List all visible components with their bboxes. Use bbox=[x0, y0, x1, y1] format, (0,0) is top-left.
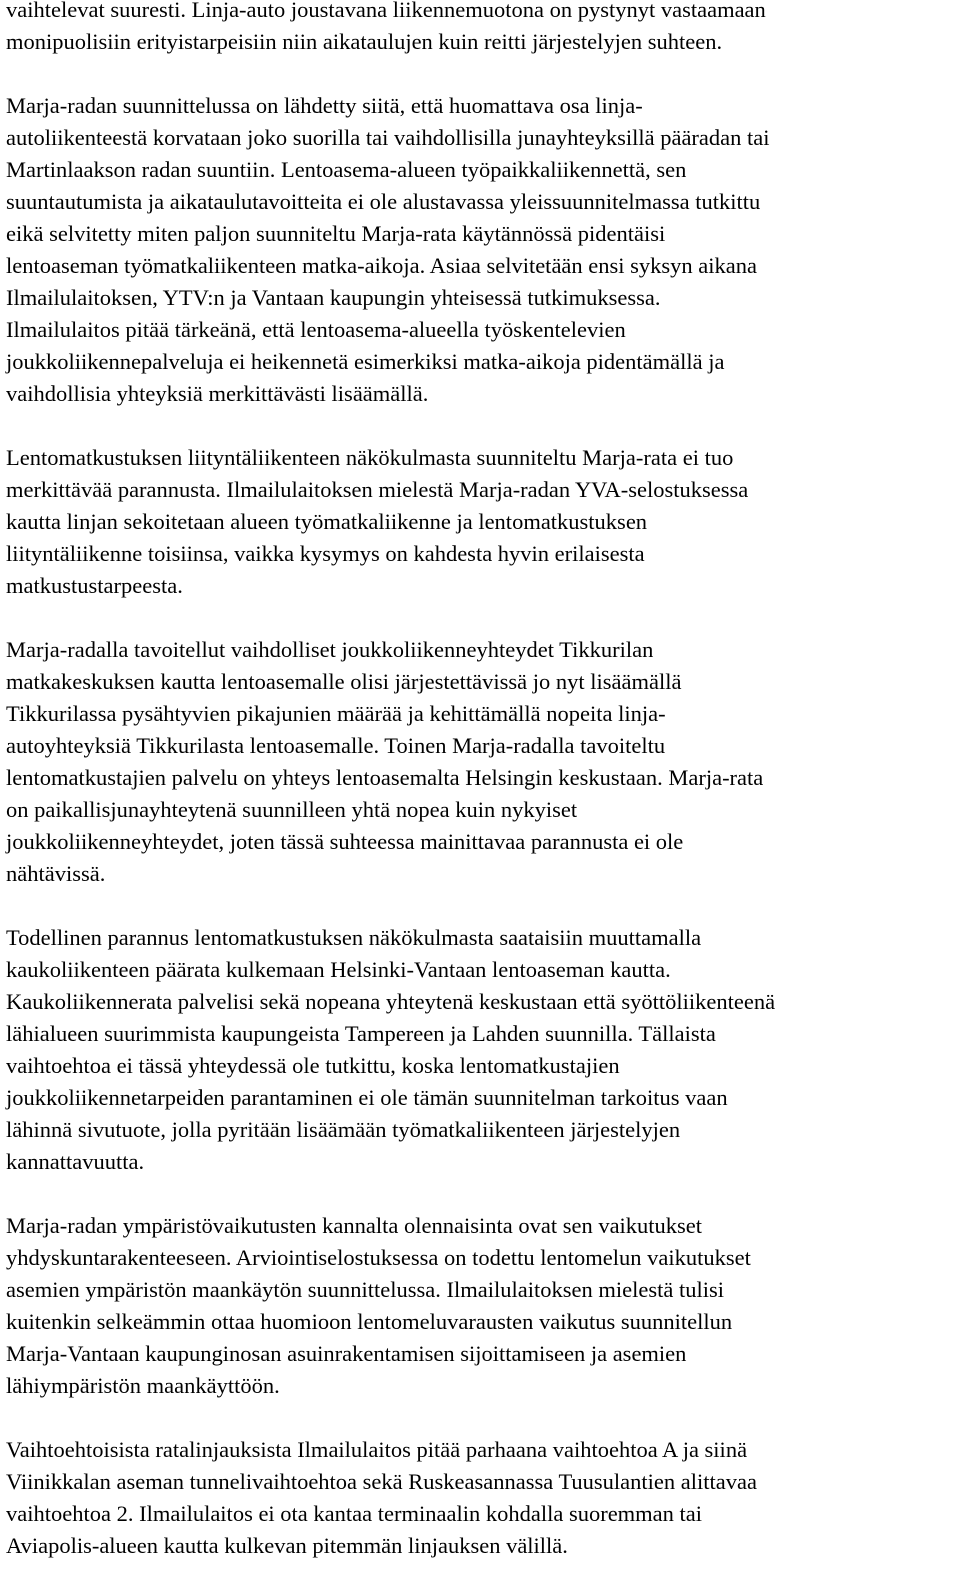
text-line: nähtävissä. bbox=[6, 861, 106, 886]
text-line: Ilmailulaitoksen, YTV:n ja Vantaan kaupungin yhteisessä tutkimuksessa. bbox=[6, 285, 661, 310]
text-line: Viinikkalan aseman tunnelivaihtoehtoa sekä Ruskeasannassa Tuusulantien alittavaa bbox=[6, 1469, 757, 1494]
paragraph-3 bbox=[6, 442, 956, 602]
text-line: matkakeskuksen kautta lentoasemalle olisi järjestettävissä jo nyt lisäämällä bbox=[6, 669, 682, 694]
text-line: vaihtoehtoa ei tässä yhteydessä ole tutkittu, koska lentomatkustajien bbox=[6, 1053, 620, 1078]
text-line: eikä selvitetty miten paljon suunniteltu Marja-rata käytännössä pidentäisi bbox=[6, 221, 666, 246]
text-line: kuitenkin selkeämmin ottaa huomioon lentomeluvarausten vaikutus suunnitellun bbox=[6, 1309, 733, 1334]
paragraph-5 bbox=[6, 922, 956, 1178]
text-line: Aviapolis-alueen kautta kulkevan pitemmän linjauksen välillä. bbox=[6, 1533, 568, 1558]
text-line: joukkoliikenneyhteydet, joten tässä suhteessa mainittavaa parannusta ei ole bbox=[6, 829, 684, 854]
text-line: kannattavuutta. bbox=[6, 1149, 145, 1174]
text-line: liityntäliikenne toisiinsa, vaikka kysymys on kahdesta hyvin erilaisesta bbox=[6, 541, 645, 566]
text-line: Martinlaakson radan suuntiin. Lentoasema-alueen työpaikkaliikennettä, sen bbox=[6, 157, 687, 182]
text-line: vaihtelevat suuresti. Linja-auto joustavana liikennemuotona on pystynyt vastaamaan bbox=[6, 0, 766, 22]
text-line: Kaukoliikennerata palvelisi sekä nopeana yhteytenä keskustaan että syöttöliikenteenä bbox=[6, 989, 776, 1014]
text-line: autoyhteyksiä Tikkurilasta lentoasemalle. Toinen Marja-radalla tavoiteltu bbox=[6, 733, 666, 758]
text-line: lentoaseman työmatkaliikenteen matka-aikoja. Asiaa selvitetään ensi syksyn aikana bbox=[6, 253, 758, 278]
text-line: Todellinen parannus lentomatkustuksen näkökulmasta saataisiin muuttamalla bbox=[6, 925, 702, 950]
text-line: kautta linjan sekoitetaan alueen työmatkaliikenne ja lentomatkustuksen bbox=[6, 509, 648, 534]
text-line: Lentomatkustuksen liityntäliikenteen näkökulmasta suunniteltu Marja-rata ei tuo bbox=[6, 445, 734, 470]
text-line: vaihdollisia yhteyksiä merkittävästi lisäämällä. bbox=[6, 381, 429, 406]
text-line: yhdyskuntarakenteeseen. Arviointiselostuksessa on todettu lentomelun vaikutukset bbox=[6, 1245, 751, 1270]
text-line: asemien ympäristön maankäytön suunnittelussa. Ilmailulaitoksen mielestä tulisi bbox=[6, 1277, 724, 1302]
text-line: suuntautumista ja aikataulutavoitteita ei ole alustavassa yleissuunnitelmassa tutkittu bbox=[6, 189, 761, 214]
text-line: Marja-radan ympäristövaikutusten kannalta olennaisinta ovat sen vaikutukset bbox=[6, 1213, 703, 1238]
text-line: vaihtoehtoa 2. Ilmailulaitos ei ota kantaa terminaalin kohdalla suoremman tai bbox=[6, 1501, 703, 1526]
text-line: lähinnä sivutuote, jolla pyritään lisäämään työmatkaliikenteen järjestelyjen bbox=[6, 1117, 681, 1142]
text-line: matkustustarpeesta. bbox=[6, 573, 183, 598]
text-line: autoliikenteestä korvataan joko suorilla tai vaihdollisilla junayhteyksillä pääradan tai bbox=[6, 125, 770, 150]
paragraph-7 bbox=[6, 1434, 956, 1562]
text-line: monipuolisiin erityistarpeisiin niin aikataulujen kuin reitti järjestelyjen suhteen. bbox=[6, 29, 723, 54]
text-line: lähialueen suurimmista kaupungeista Tampereen ja Lahden suunnilla. Tällaista bbox=[6, 1021, 716, 1046]
paragraph-2 bbox=[6, 90, 956, 410]
text-line: Tikkurilassa pysähtyvien pikajunien määrää ja kehittämällä nopeita linja- bbox=[6, 701, 666, 726]
text-line: Marja-Vantaan kaupunginosan asuinrakentamisen sijoittamiseen ja asemien bbox=[6, 1341, 687, 1366]
text-line: on paikallisjunayhteytenä suunnilleen yhtä nopea kuin nykyiset bbox=[6, 797, 578, 822]
paragraph-6 bbox=[6, 1210, 956, 1402]
text-line: merkittävää parannusta. Ilmailulaitoksen mielestä Marja-radan YVA-selostuksessa bbox=[6, 477, 749, 502]
text-line: Marja-radalla tavoitellut vaihdolliset joukkoliikenneyhteydet Tikkurilan bbox=[6, 637, 654, 662]
text-line: Ilmailulaitos pitää tärkeänä, että lentoasema-alueella työskentelevien bbox=[6, 317, 626, 342]
paragraph-1 bbox=[6, 0, 956, 58]
document-body bbox=[6, 0, 956, 1572]
text-line: joukkoliikennetarpeiden parantaminen ei ole tämän suunnitelman tarkoitus vaan bbox=[6, 1085, 728, 1110]
text-line: Vaihtoehtoisista ratalinjauksista Ilmailulaitos pitää parhaana vaihtoehtoa A ja siinä bbox=[6, 1437, 748, 1462]
text-line: joukkoliikennepalveluja ei heikennetä esimerkiksi matka-aikoja pidentämällä ja bbox=[6, 349, 725, 374]
text-line: lentomatkustajien palvelu on yhteys lentoasemalta Helsingin keskustaan. Marja-rata bbox=[6, 765, 764, 790]
text-line: lähiympäristön maankäyttöön. bbox=[6, 1373, 280, 1398]
text-line: Marja-radan suunnittelussa on lähdetty siitä, että huomattava osa linja- bbox=[6, 93, 643, 118]
paragraph-4 bbox=[6, 634, 956, 890]
text-line: kaukoliikenteen päärata kulkemaan Helsinki-Vantaan lentoaseman kautta. bbox=[6, 957, 671, 982]
